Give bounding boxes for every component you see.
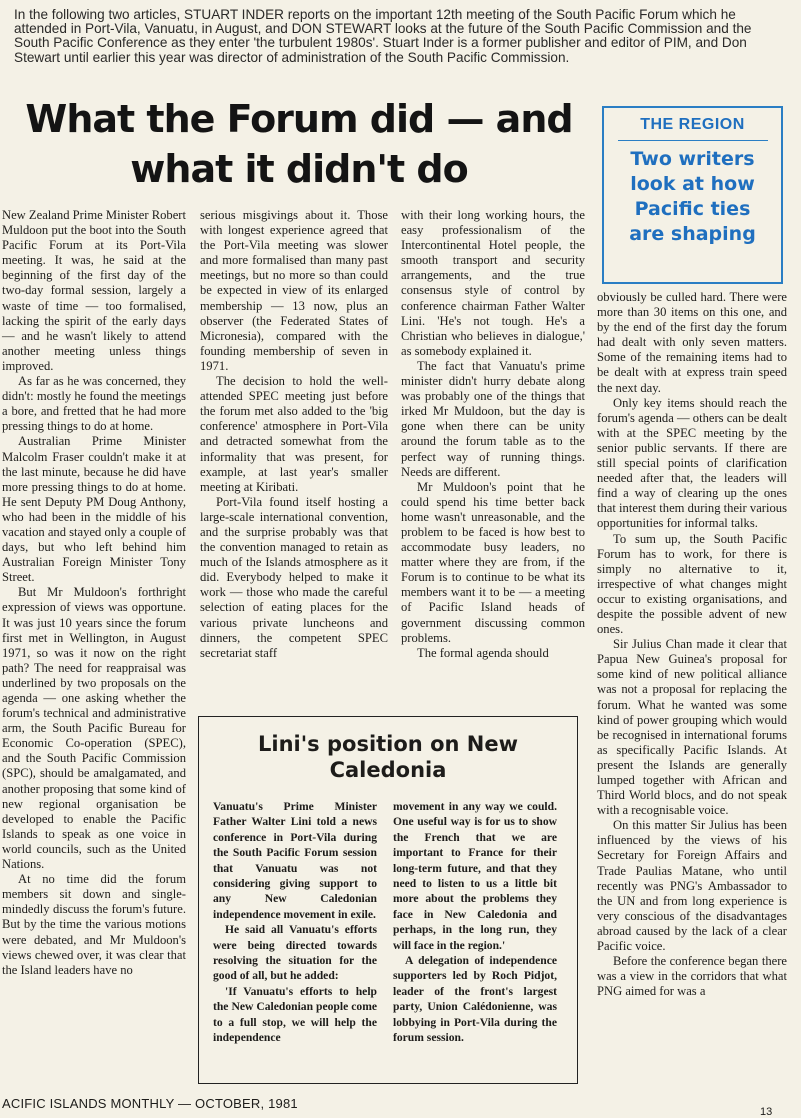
paragraph: Australian Prime Minister Malcolm Fraser couldn't make it at the last minute, because he did have more pressing things to do at home. He sent Deputy PM Doug Anthony, who had been in the middle of his vacation and stayed only a couple of days, but who left behind him Australian Foreign Minister Tony Street.	[2, 434, 186, 585]
paragraph: As far as he was concerned, they didn't: mostly he found the meetings a bore, and fretted that he had more pressing things to do at home.	[2, 374, 186, 434]
paragraph: serious misgivings about it. Those with longest experience agreed that the Port-Vila meeting was slower and more formalised than many past meetings, but no more so than could be expected in view of its enlarged membership — 13 now, plus an observer (the Federated States of Micronesia), compared with the founding membership of seven in 1971.	[200, 208, 388, 373]
lini-sidebar-box	[198, 716, 578, 1084]
body-column-3	[401, 208, 585, 661]
paragraph: To sum up, the South Pacific Forum has to work, for there is simply no alternative to it, irrespective of what changes might occur to existing organisations, and despite the possible advent of new ones.	[597, 531, 787, 637]
page-number: 13	[760, 1106, 773, 1118]
paragraph: 'If Vanuatu's efforts to help the New Caledonian people come to a full stop, we will help the independence	[213, 984, 377, 1045]
paragraph: movement in any way we could. One useful way is for us to show the French that we are important to France for their long-term future, and that they need to listen to us a little bit more about the problems they face in New Caledonia and perhaps, in the long run, they will face in the region.'	[393, 800, 557, 952]
article-headline: What the Forum did — and what it didn't do	[25, 97, 573, 191]
paragraph: New Zealand Prime Minister Robert Muldoon put the boot into the South Pacific Forum at its Port-Vila meeting. It was, he said at the beginning of the first day of the two-day formal session, largely a waste of time — too formalised, lacking the spirit of the early days — and he wasn't likely to attend another meeting unless things improved.	[2, 208, 186, 373]
region-sidebar-box	[602, 106, 783, 284]
body-column-2	[200, 208, 388, 661]
paragraph: Only key items should reach the forum's agenda — others can be dealt with at the SPEC meeting by the senior public servants. If there are still special points of clarification needed after that, the leaders will find a way of clearing up the ones that interest them during their various opportunities for informal talks.	[597, 395, 787, 531]
body-column-1	[2, 208, 186, 978]
paragraph: The formal agenda should	[417, 645, 549, 660]
lini-box-title: Lini's position on New Caledonia	[258, 732, 518, 782]
intro-text: In the following two articles, STUART INDER reports on the important 12th meeting of the South Pacific Forum which he attended in Port-Vila, Vanuatu, in August, and DON STEWART looks at the future of the South Pacific Commission and the South Pacific Conference as they enter 'the turbulent 1980s'. Stuart Inder is a former publisher and editor of PIM, and Don Stewart until earlier this year was director of administration of the South Pacific Commission.	[14, 7, 752, 65]
page-footer: ACIFIC ISLANDS MONTHLY — OCTOBER, 1981	[2, 1096, 298, 1111]
article-intro	[14, 8, 789, 65]
region-title: Two writers look at how Pacific ties are shaping	[629, 148, 756, 245]
lini-box-column-2	[393, 799, 557, 1046]
paragraph: The fact that Vanuatu's prime minister didn't hurry debate along was probably one of the things that irked Mr Muldoon, but the day is gone when there can be unity around the forum table as to the perfect way of running things. Needs are different.	[401, 358, 585, 479]
paragraph: Before the conference began there was a view in the corridors that what PNG aimed for was a	[597, 954, 787, 999]
lini-box-column-1	[213, 799, 377, 1046]
paragraph: The decision to hold the well-attended SPEC meeting just before the forum met also added to the 'big conference' atmosphere in Port-Vila and detracted somewhat from the informality that was present, for example, at last year's smaller meeting at Kiribati.	[200, 374, 388, 494]
paragraph: obviously be culled hard. There were more than 30 items on this one, and by the end of the first day the forum had dealt with only seven matters. Some of the remaining items had to be dealt with at express train speed the next day.	[597, 290, 787, 395]
paragraph: with their long working hours, the easy professionalism of the Intercontinental Hotel people, the smooth transport and security arrangements, and the true consensus style of control by conference chairman Father Walter Lini. 'He's not tough. He's a Christian who believes in dialogue,' as somebody explained it.	[401, 208, 585, 358]
paragraph: Port-Vila found itself hosting a large-scale international convention, and the surprise probably was that the convention managed to retain as much of the Islands atmosphere as it did. Everybody helped to make it work — those who made the careful selection of eating places for the various private luncheons and dinners, the competent SPEC secretariat staff	[200, 494, 388, 660]
region-kicker: THE REGION	[640, 116, 745, 133]
paragraph: Sir Julius Chan made it clear that Papua New Guinea's proposal for some kind of new political alliance was not a proposal for replacing the forum. What he wanted was some kind of power grouping which would be recognised in international forums as specifically Pacific Islands. At present the Islands are generally lumped together with African and Third World blocs, and do not speak with a recognisable voice.	[597, 637, 787, 818]
paragraph: Mr Muldoon's point that he could spend his time better back home wasn't unreasonable, and the problem to be faced is how best to accommodate busy leaders, no matter where they are from, if the Forum is to continue to be what its members want it to be — a meeting of Pacific Island heads of government discussing common problems.	[401, 479, 585, 645]
paragraph: Vanuatu's Prime Minister Father Walter Lini told a news conference in Port-Vila during the South Pacific Forum session that Vanuatu was not considering giving support to any New Caledonian independence movement in exile.	[213, 800, 377, 921]
paragraph: A delegation of independence supporters led by Roch Pidjot, leader of the front's largest party, Union Calédonienne, was lobbying in Port-Vila during the forum session.	[393, 954, 557, 1045]
body-column-4	[597, 290, 787, 999]
region-divider	[618, 140, 768, 141]
paragraph: At no time did the forum members sit down and single-mindedly discuss the forum's future. But by the time the various motions were debated, and Mr Muldoon's views chewed over, it was clear that the Island leaders have no	[2, 872, 186, 977]
paragraph: He said all Vanuatu's efforts were being directed towards resolving the situation for the good of all, but he added:	[213, 923, 377, 983]
paragraph: But Mr Muldoon's forthright expression of views was opportune. It was just 10 years since the forum first met in Wellington, in August 1971, so was it now on the right path? The need for reappraisal was underlined by two proposals on the agenda — one asking whether the forum's technical and administrative arm, the South Pacific Bureau for Economic Co-operation (SPEC), and the South Pacific Commission (SPC), should be amalgamated, and another proposing that some kind of new regional organisation be developed to enable the Pacific Islands to speak as one voice in world councils, such as the United Nations.	[2, 585, 186, 872]
paragraph: On this matter Sir Julius has been influenced by the views of his Secretary for Foreign Affairs and Trade Paulias Matane, who until recently was PNG's Ambassador to the UN and from long experience is very conscious of the disadvantages abroad caused by the lack of a clear Pacific voice.	[597, 818, 787, 954]
